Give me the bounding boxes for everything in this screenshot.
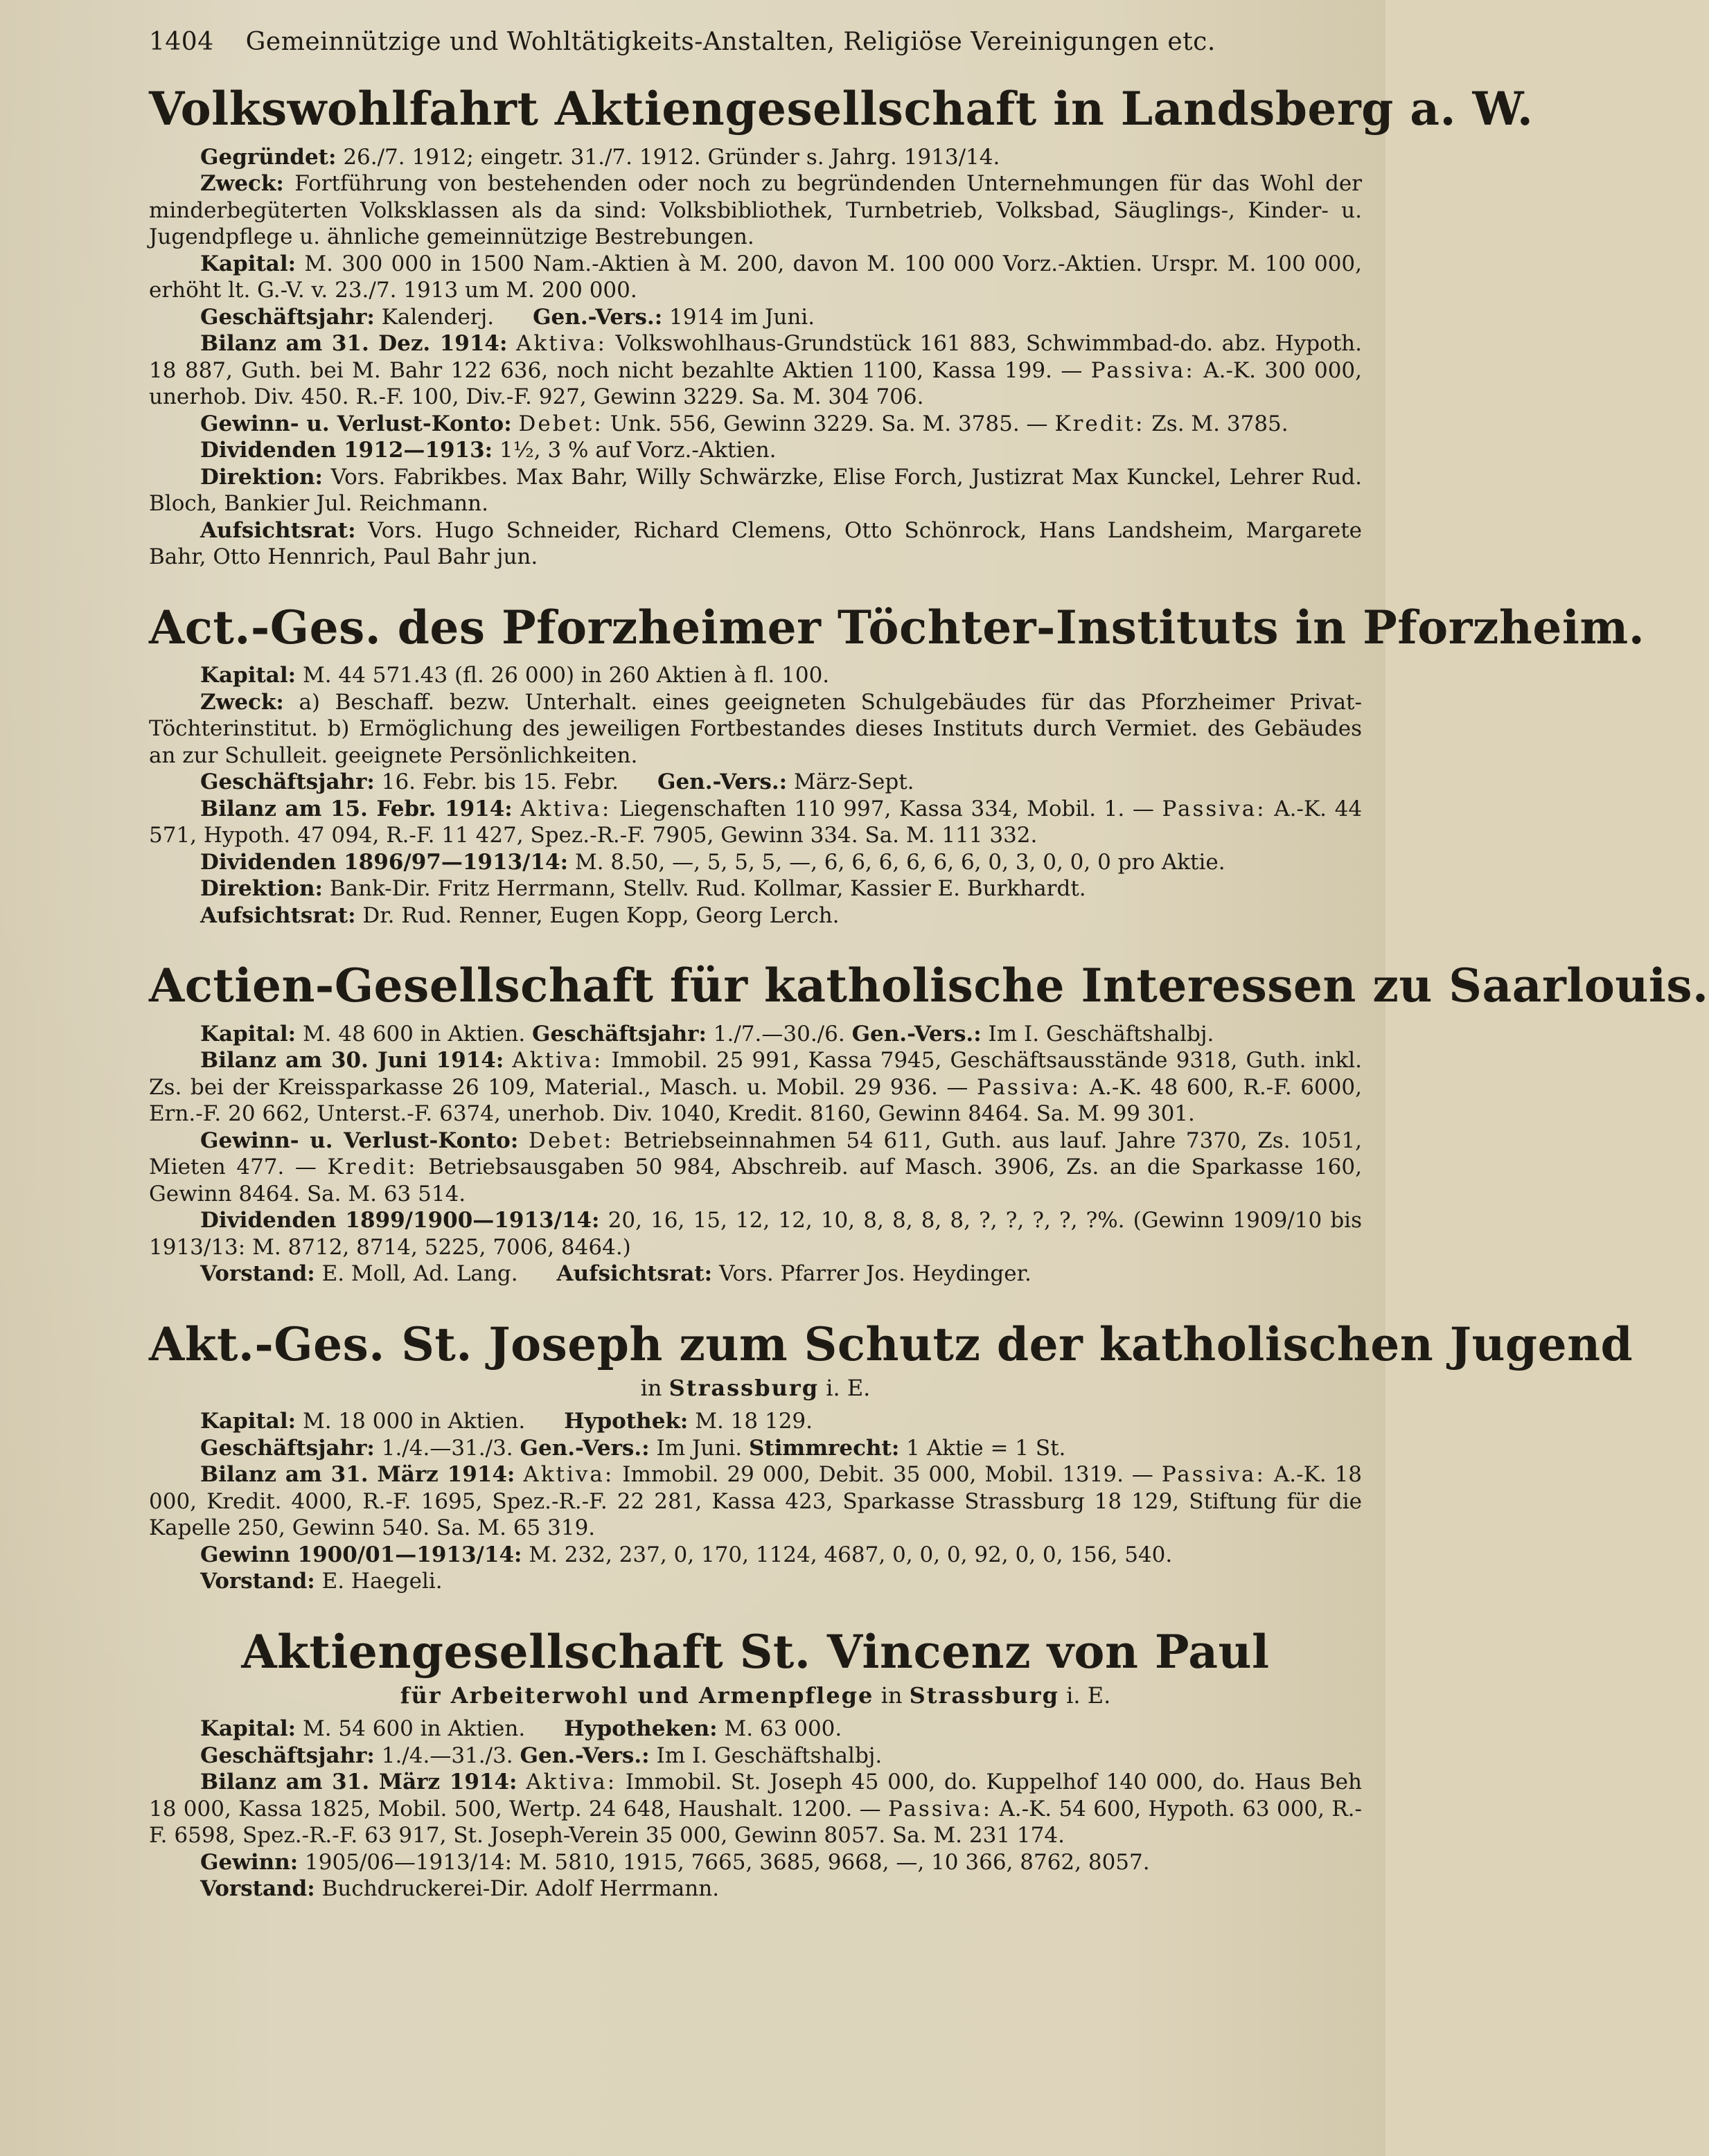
- kapital-line: [149, 1408, 1362, 1435]
- passiva-label: Passiva:: [1090, 357, 1195, 383]
- kredit-text: Betriebsausgaben 50 984, Abschreib. auf Masch. 3906, Zs. an die Sparkasse 160, Gewinn 8464. Sa. M. 63 514.: [149, 1155, 1362, 1206]
- bilanz-label: Bilanz am 15. Febr. 1914:: [200, 796, 513, 821]
- genvers-text: 1914 im Juni.: [669, 304, 815, 330]
- genvers-text: Im I. Geschäftshalbj.: [988, 1021, 1214, 1046]
- passiva-label: Passiva:: [1162, 796, 1266, 821]
- gegruendet-text: 26./7. 1912; eingetr. 31./7. 1912. Gründer s. Jahrg. 1913/14.: [343, 144, 1000, 170]
- aktiva-label: Aktiva:: [523, 1462, 614, 1488]
- kapital-text: M. 44 571.43 (fl. 26 000) in 260 Aktien à fl. 100.: [302, 663, 830, 688]
- vorstand-text: E. Haegeli.: [321, 1569, 443, 1594]
- aktiva-text: Immobil. 29 000, Debit. 35 000, Mobil. 1319. —: [622, 1462, 1153, 1488]
- geschaeftsjahr-text: 1./4.—31./3.: [381, 1435, 513, 1461]
- geschaeftsjahr-text: 1./4.—31./3.: [381, 1743, 513, 1768]
- subtitle-place: Strassburg: [909, 1682, 1059, 1709]
- kapital-text: M. 48 600 in Aktien.: [302, 1021, 526, 1046]
- genvers-text: Im Juni.: [656, 1435, 743, 1461]
- dividenden-line: [149, 437, 1362, 464]
- debet-text: Betriebseinnahmen 54 611, Guth. aus lauf. Jahre 7370, Zs. 1051, Mieten 477. —: [149, 1128, 1362, 1180]
- running-header: [149, 28, 1362, 56]
- zweck-paragraph: [149, 689, 1362, 769]
- zweck-label: Zweck:: [200, 171, 284, 197]
- bilanz-paragraph: [149, 796, 1362, 849]
- gegruendet-label: Gegründet:: [200, 144, 337, 170]
- gewinn-text: 1905/06—1913/14: M. 5810, 1915, 7665, 3685, 9668, —, 10 366, 8762, 8057.: [305, 1849, 1150, 1875]
- aufsichtsrat-label: Aufsichtsrat:: [556, 1261, 713, 1287]
- aufsichtsrat-paragraph: [149, 517, 1362, 571]
- vorstand-label: Vorstand:: [200, 1876, 315, 1902]
- dividenden-label: Dividenden 1899/1900—1913/14:: [200, 1208, 600, 1233]
- passiva-label: Passiva:: [976, 1074, 1081, 1100]
- subtitle-in: in: [880, 1682, 903, 1709]
- gewinn-label: Gewinn:: [200, 1849, 299, 1875]
- dividenden-text: 20, 16, 15, 12, 12, 10, 8, 8, 8, 8, ?, ?, ?, ?, ?%. (Gewinn 1909/10 bis 1913/13: M. 8712, 8714, 5225, 7006, 8464.): [149, 1208, 1362, 1260]
- stimmrecht-text: 1 Aktie = 1 St.: [906, 1435, 1066, 1461]
- subtitle-suffix: i. E.: [826, 1375, 871, 1402]
- geschaeftsjahr-label: Geschäftsjahr:: [200, 1743, 375, 1768]
- kredit-text: Zs. M. 3785.: [1151, 411, 1289, 436]
- geschaeftsjahr-label: Geschäftsjahr:: [532, 1021, 707, 1046]
- kapital-label: Kapital:: [200, 1716, 296, 1742]
- passiva-label: Passiva:: [887, 1796, 993, 1821]
- entry-pforzheimer-toechter-institut: [149, 600, 1645, 929]
- aktiva-text: Immobil. St. Joseph 45 000, do. Kuppelhof 140 000, do. Haus Beh 18 000, Kassa 1825, Mobil. 500, Wertp. 24 648, Haushalt. 1200. —: [149, 1770, 1362, 1821]
- guv-paragraph: [149, 1128, 1362, 1208]
- entry-subtitle: [149, 1375, 1362, 1401]
- vorstand-label: Vorstand:: [200, 1261, 315, 1287]
- passiva-label: Passiva:: [1161, 1462, 1266, 1488]
- gegruendet-line: [149, 144, 1362, 171]
- dividenden-paragraph: [149, 849, 1362, 876]
- debet-text: Unk. 556, Gewinn 3229. Sa. M. 3785. —: [610, 411, 1048, 436]
- entry-subtitle: [149, 1682, 1362, 1709]
- entry-title: Volkswohlfahrt Aktiengesellschaft in Landsberg a. W.: [149, 82, 1534, 136]
- geschaeftsjahr-line: [149, 304, 1362, 331]
- entry-saarlouis: [149, 959, 1709, 1288]
- kapital-label: Kapital:: [200, 1409, 296, 1434]
- gewinn-line: [149, 1542, 1362, 1569]
- aktiva-label: Aktiva:: [526, 1770, 617, 1795]
- geschaeftsjahr-line: [149, 769, 1362, 796]
- kapital-line: [149, 662, 1362, 689]
- genvers-label: Gen.-Vers.:: [520, 1435, 650, 1461]
- geschaeftsjahr-label: Geschäftsjahr:: [200, 304, 375, 330]
- aufsichtsrat-text: Vors. Pfarrer Jos. Heydinger.: [718, 1261, 1031, 1287]
- stimmrecht-label: Stimmrecht:: [748, 1435, 900, 1461]
- kapital-label: Kapital:: [200, 1021, 296, 1046]
- zweck-text: a) Beschaff. bezw. Unterhalt. eines geeigneten Schulgebäudes für das Pforzheimer Privat-Töchterinstitut. b) Ermöglichung des jeweiligen Fortbestandes dieses Instituts durch Vermiet. des Gebäudes an zur Schulleit. geeignete Persönlichkeiten.: [149, 689, 1362, 768]
- kapital-text: M. 18 000 in Aktien.: [302, 1409, 526, 1434]
- bilanz-paragraph: [149, 1461, 1362, 1542]
- dividenden-text: 1½, 3 % auf Vorz.-Aktien.: [499, 438, 777, 463]
- geschaeftsjahr-text: 1./7.—30./6.: [713, 1021, 845, 1046]
- entry-st-vincenz: [149, 1624, 1362, 1903]
- direktion-text: Vors. Fabrikbes. Max Bahr, Willy Schwärzke, Elise Forch, Justizrat Max Kunckel, Lehrer Rud. Bloch, Bankier Jul. Reichmann.: [149, 464, 1363, 517]
- kredit-label: Kredit:: [1054, 411, 1145, 436]
- guv-paragraph: [149, 411, 1362, 438]
- bilanz-label: Bilanz am 30. Juni 1914:: [200, 1048, 504, 1073]
- aufsichtsrat-line: [149, 902, 1362, 929]
- aufsichtsrat-text: Dr. Rud. Renner, Eugen Kopp, Georg Lerch.: [362, 902, 840, 928]
- kapital-text: M. 300 000 in 1500 Nam.-Aktien à M. 200, davon M. 100 000 Vorz.-Aktien. Urspr. M. 100 000, erhöht lt. G.-V. v. 23./7. 1913 um M. 200 000.: [149, 251, 1363, 303]
- entry-volkswohlfahrt: [149, 82, 1534, 571]
- direktion-paragraph: [149, 464, 1362, 517]
- genvers-label: Gen.-Vers.:: [533, 304, 663, 330]
- gewinn-text: M. 232, 237, 0, 170, 1124, 4687, 0, 0, 0, 92, 0, 0, 156, 540.: [529, 1542, 1173, 1567]
- kapital-label: Kapital:: [200, 251, 296, 276]
- subtitle-suffix: i. E.: [1066, 1682, 1111, 1709]
- aktiva-label: Aktiva:: [512, 1048, 603, 1073]
- hypotheken-label: Hypotheken:: [564, 1716, 718, 1742]
- geschaeftsjahr-line: [149, 1435, 1362, 1462]
- geschaeftsjahr-text: 16. Febr. bis 15. Febr.: [381, 769, 619, 795]
- direktion-text: Bank-Dir. Fritz Herrmann, Stellv. Rud. Kollmar, Kassier E. Burkhardt.: [329, 876, 1086, 902]
- dividenden-label: Dividenden 1896/97—1913/14:: [200, 849, 569, 875]
- bilanz-label: Bilanz am 31. Dez. 1914:: [200, 331, 508, 357]
- genvers-label: Gen.-Vers.:: [851, 1021, 982, 1046]
- genvers-label: Gen.-Vers.:: [657, 769, 788, 795]
- entry-title: Aktiengesellschaft St. Vincenz von Paul: [241, 1624, 1270, 1679]
- geschaeftsjahr-text: Kalenderj.: [381, 304, 495, 330]
- passiva-text: A.-K. 300 000, unerhob. Div. 450. R.-F. 100, Div.-F. 927, Gewinn 3229. Sa. M. 304 706.: [149, 357, 1362, 410]
- page-number: 1404: [149, 28, 214, 56]
- vorstand-line: [149, 1568, 1362, 1595]
- entry-title: Act.-Ges. des Pforzheimer Töchter-Instituts in Pforzheim.: [149, 600, 1645, 654]
- genvers-text: Im I. Geschäftshalbj.: [656, 1743, 883, 1768]
- zweck-label: Zweck:: [200, 689, 284, 715]
- kapital-line: [149, 1021, 1362, 1048]
- kapital-label: Kapital:: [200, 663, 296, 688]
- bilanz-label: Bilanz am 31. März 1914:: [200, 1770, 517, 1795]
- bilanz-paragraph: [149, 1047, 1362, 1128]
- kapital-text: M. 54 600 in Aktien.: [302, 1716, 526, 1742]
- aufsichtsrat-label: Aufsichtsrat:: [200, 517, 356, 543]
- subtitle-place: Strassburg: [668, 1375, 820, 1402]
- passiva-text: A.-K. 54 600, Hypoth. 63 000, R.-F. 6598, Spez.-R.-F. 63 917, St. Joseph-Verein 35 000, Gewinn 8057. Sa. M. 231 174.: [149, 1796, 1362, 1848]
- geschaeftsjahr-label: Geschäftsjahr:: [200, 1435, 375, 1461]
- aktiva-text: Volkswohlhaus-Grundstück 161 883, Schwimmbad-do. abz. Hypoth. 18 887, Guth. bei M. Bahr 122 636, noch nicht bezahlte Aktien 1100, Kassa 199. —: [149, 331, 1362, 383]
- gewinn-line: [149, 1849, 1362, 1876]
- guv-label: Gewinn- u. Verlust-Konto:: [200, 411, 512, 436]
- passiva-text: A.-K. 48 600, R.-F. 6000, Ern.-F. 20 662, Unterst.-F. 6374, unerhob. Div. 1040, Kredit. 8160, Gewinn 8464. Sa. M. 99 301.: [149, 1074, 1362, 1127]
- gewinn-label: Gewinn 1900/01—1913/14:: [200, 1542, 522, 1567]
- aufsichtsrat-label: Aufsichtsrat:: [200, 902, 356, 928]
- passiva-text: A.-K. 18 000, Kredit. 4000, R.-F. 1695, Spez.-R.-F. 22 281, Kassa 423, Sparkasse Strassburg 18 129, Stiftung für die Kapelle 250, Gewinn 540. Sa. M. 65 319.: [149, 1462, 1363, 1541]
- debet-label: Debet:: [528, 1128, 614, 1153]
- vorstand-line: [149, 1260, 1362, 1288]
- running-title: Gemeinnützige und Wohltätigkeits-Anstalten, Religiöse Vereinigungen etc.: [245, 28, 1216, 56]
- guv-label: Gewinn- u. Verlust-Konto:: [200, 1128, 519, 1153]
- geschaeftsjahr-line: [149, 1743, 1362, 1770]
- aktiva-text: Immobil. 25 991, Kassa 7945, Geschäftsausstände 9318, Guth. inkl. Zs. bei der Kreissparkasse 26 109, Material., Masch. u. Mobil. 29 936. —: [149, 1048, 1363, 1100]
- bilanz-paragraph: [149, 330, 1362, 411]
- entry-st-joseph: [149, 1317, 1633, 1595]
- aktiva-text: Liegenschaften 110 997, Kassa 334, Mobil. 1. —: [619, 796, 1154, 821]
- zweck-paragraph: [149, 170, 1362, 251]
- direktion-label: Direktion:: [200, 464, 323, 490]
- hypotheken-text: M. 63 000.: [724, 1716, 842, 1742]
- dividenden-label: Dividenden 1912—1913:: [200, 438, 493, 463]
- bilanz-label: Bilanz am 31. März 1914:: [200, 1462, 515, 1488]
- kapital-paragraph: [149, 251, 1362, 304]
- subtitle-prefix: für Arbeiterwohl und Armenpflege: [400, 1682, 874, 1709]
- entry-title: Akt.-Ges. St. Joseph zum Schutz der katholischen Jugend: [149, 1317, 1633, 1371]
- passiva-text: A.-K. 44 571, Hypoth. 47 094, R.-F. 11 427, Spez.-R.-F. 7905, Gewinn 334. Sa. M. 111 332.: [149, 796, 1363, 848]
- dividenden-text: M. 8.50, —, 5, 5, 5, —, 6, 6, 6, 6, 6, 6, 0, 3, 0, 0, 0 pro Aktie.: [574, 849, 1225, 875]
- bilanz-paragraph: [149, 1769, 1362, 1849]
- kapital-line: [149, 1716, 1362, 1743]
- vorstand-line: [149, 1876, 1362, 1903]
- subtitle-prefix: in: [640, 1375, 662, 1402]
- geschaeftsjahr-label: Geschäftsjahr:: [200, 769, 375, 795]
- aktiva-label: Aktiva:: [520, 796, 612, 821]
- hypothek-label: Hypothek:: [564, 1409, 689, 1434]
- vorstand-text: E. Moll, Ad. Lang.: [321, 1261, 518, 1287]
- genvers-label: Gen.-Vers.:: [520, 1743, 650, 1768]
- direktion-line: [149, 875, 1362, 902]
- aufsichtsrat-text: Vors. Hugo Schneider, Richard Clemens, Otto Schönrock, Hans Landsheim, Margarete Bahr, Otto Hennrich, Paul Bahr jun.: [149, 517, 1362, 570]
- dividenden-paragraph: [149, 1207, 1362, 1260]
- kredit-label: Kredit:: [327, 1155, 418, 1180]
- zweck-text: Fortführung von bestehenden oder noch zu begründenden Unternehmungen für das Wohl der minderbegüterten Volksklassen als da sind: Volksbibliothek, Turnbetrieb, Volksbad, Säuglings-, Kinder- u. Jugendpflege u. ähnliche gemeinnützige Bestrebungen.: [149, 171, 1362, 250]
- vorstand-text: Buchdruckerei-Dir. Adolf Herrmann.: [321, 1876, 720, 1902]
- entry-title: Actien-Gesellschaft für katholische Interessen zu Saarlouis.: [149, 959, 1709, 1013]
- genvers-text: März-Sept.: [793, 769, 914, 795]
- vorstand-label: Vorstand:: [200, 1569, 315, 1594]
- aktiva-label: Aktiva:: [515, 331, 607, 357]
- hypothek-text: M. 18 129.: [695, 1409, 813, 1434]
- debet-label: Debet:: [518, 411, 603, 436]
- direktion-label: Direktion:: [200, 876, 323, 902]
